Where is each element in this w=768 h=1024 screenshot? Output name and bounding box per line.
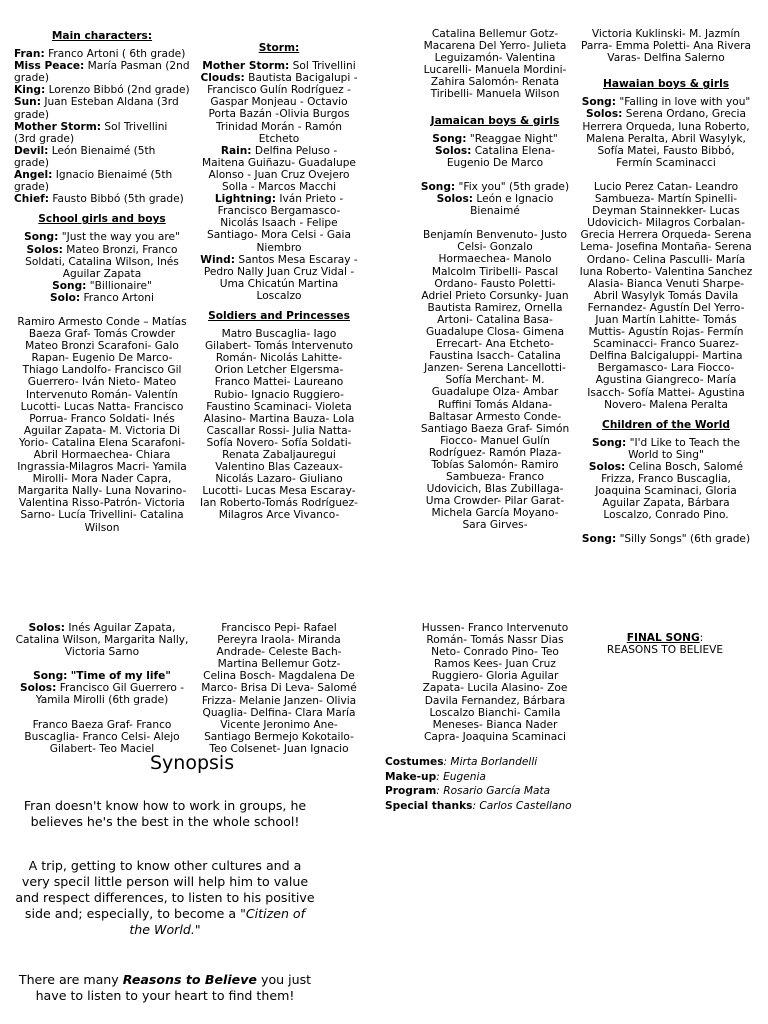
lower-left-cast: Franco Baeza Graf- Franco Buscaglia- Franco Celsi- Alejo Gilabert- Teo Maciel (24, 718, 180, 755)
storm-heading: Storm: (258, 42, 300, 54)
school-solo-2: Solo: Franco Artoni (50, 291, 154, 304)
column-3 (420, 28, 570, 532)
main-character-row: King: Lorenzo Bibbó (2nd grade) (14, 84, 190, 97)
main-character-row: Chief: Fausto Bibbó (5th grade) (14, 193, 184, 206)
storm-row: Wind: Santos Mesa Escaray - Pedro Nally Juan Cruz Vidal - Uma Chicatún Martina Loscalzo (200, 253, 358, 302)
column-1 (14, 28, 190, 534)
children-heading: Children of the World (602, 418, 730, 431)
storm-row: Clouds: Bautista Bacigalupi -Francisco Gulín Rodríguez - Gaspar Monjeau - Octavio Porta Bazán -Olivia Burgos Trinidad Morán - Ramón Etcheto (200, 72, 358, 145)
lower-mid-block (200, 622, 358, 755)
jamaican-song-1: Song: "Reaggae Night" (432, 132, 558, 145)
lower-mid-cast: Francisco Pepi- Rafael Pereyra Iraola- Miranda Andrade- Celeste Bach- Martina Bellemur Gotz- Celina Bosch- Magdalena De Marco- Brisa Di Leva- Salomé Frizza- Melanie Janzen- Olivia Quaglia- Delfina- Clara María Vicente Jeronimo Ane- Santiago Bermejo Kokotailo- Teo Colsenet- Juan Ignacio (201, 622, 357, 755)
main-character-row: Miss Peace: María Pasman (2nd grade) (14, 60, 190, 85)
school-song-2: Song: "Billionaire" (52, 279, 152, 292)
school-heading: School girls and boys (38, 213, 166, 226)
hawaiian-song: Song: "Falling in love with you" (581, 96, 751, 109)
credit-row: Special thanks: Carlos Castellano (385, 799, 572, 812)
column-3-names: Catalina Bellemur Gotz- Macarena Del Yerro- Julieta Leguizamón- Valentina Lucarelli- Manuela Mordini- Zahira Salomón- Renata Tiribelli- Manuela Wilson (423, 28, 567, 101)
lower-col3-cast: Hussen- Franco Intervenuto Román- Tomás Nassr Dias Neto- Conrado Pino- Teo Ramos Kees- Juan Cruz Ruggiero- Gloria Aguilar Zapata- Lucila Alasino- Zoe Davila Fernandez, Bárbara Loscalzo Bianchi- Camila Meneses- Bianca Nader Capra- Joaquina Scaminaci (421, 622, 569, 743)
jamaican-solos-1: Solos: Catalina Elena- Eugenio De Marco (435, 144, 555, 169)
main-character-row: Angel: Ignacio Bienaimé (5th grade) (14, 169, 173, 194)
column-4-names: Victoria Kuklinski- M. Jazmín Parra- Emma Poletti- Ana Rivera Varas- Delfina Salerno (581, 28, 751, 65)
school-cast: Ramiro Armesto Conde – Matías Baeza Graf- Tomás Crowder Mateo Bronzi Scarafoni- Galo Rapan- Eugenio De Marco- Thiago Landolfo- Francisco Gil Guerrero- Iván Nieto- Mateo Intervenuto Román- Valentín Lucotti- Lucas Natta- Francisco Porrua- Franco Soldati- Inés Aguilar Zapata- M. Victoria Di Yorio- Catalina Elena Scarafoni- Abril Hormaechea- Chiara Ingrassia-Milagros Macri- Yamila Mirolli- Mora Nader Capra, Margarita Nally- Luna Novarino- Valentina Risso-Patrón- Victoria Sarno- Lucía Trivellini- Catalina Wilson (17, 315, 187, 534)
lower-solos-1: Solos: Inés Aguilar Zapata, Catalina Wilson, Margarita Nally, Victoria Sarno (15, 622, 189, 659)
final-song: FINAL SONG: REASONS TO BELIEVE (565, 632, 765, 656)
lower-col3-block (420, 622, 570, 743)
jamaican-song-2: Song: "Fix you" (5th grade) (420, 180, 570, 193)
jamaican-cast: Benjamín Benvenuto- Justo Celsi- Gonzalo Hormaechea- Manolo Malcolm Tiribelli- Pascal Ordano- Fausto Poletti- Adriel Prieto Corsunky- Juan Bautista Ramirez, Ornella Artoni- Catalina Basa- Guadalupe Closa- Gimena Errecart- Ana Etcheto- Faustina Isacch- Catalina Janzen- Serena Lancellotti- Sofía Merchant- M. Guadalupe Olza- Ambar Ruffini Tomás Aldana- Baltasar Armesto Conde- Santiago Baeza Graf- Simón Fiocco- Manuel Gulín Rodríguez- Ramón Plaza- Tobías Salomón- Ramiro Sambueza- Franco Udovicich, Blas Zubillaga- Uma Crowder- Pilar Garat- Michela García Moyano- Sara Girves- (420, 229, 570, 532)
final-song-title: REASONS TO BELIEVE (606, 644, 724, 656)
lower-left-block (14, 622, 190, 755)
storm-row: Lightning: Iván Prieto - Francisco Bergamasco- Nicolás Isaach - Felipe Santiago- Mora Celsi - Gaia Niembro (207, 193, 351, 254)
credit-row: Program: Rosario García Mata (385, 785, 551, 797)
children-song-2: Song: "Silly Songs" (6th grade) (581, 533, 751, 546)
hawaiian-heading: Hawaian boys & girls (602, 78, 730, 91)
column-4 (578, 28, 754, 546)
credit-row: Make-up: Eugenia (385, 770, 486, 783)
lower-solos-2: Solos: Francisco Gil Guerrero - Yamila Mirolli (6th grade) (19, 682, 185, 707)
storm-list (200, 60, 358, 302)
soldiers-heading: Soldiers and Princesses (208, 309, 350, 322)
children-song-1: Song: "I'd Like to Teach the World to Sing" (591, 436, 741, 461)
credit-row: Costumes: Mirta Borlandelli (385, 756, 538, 768)
storm-row: Rain: Delfina Peluso - Maitena Guiñazu- Guadalupe Alonso - Juan Cruz Ovejero Solla - Marcos Macchi (202, 144, 356, 194)
synopsis-paragraph-3: There are many Reasons to Believe you just have to listen to your heart to find them! (18, 972, 312, 1003)
storm-row: Mother Storm: Sol Trivellini (202, 60, 356, 73)
final-song-label: FINAL SONG (626, 632, 700, 644)
main-character-row: Fran: Franco Artoni ( 6th grade) (14, 48, 186, 61)
main-characters-heading: Main characters: (51, 30, 153, 42)
synopsis-paragraph-2: A trip, getting to know other cultures and a very specil little person will help him to value and respect differences, to listen to his positive side and; especially, to become a "Citizen of the World." (15, 858, 315, 937)
synopsis-title: Synopsis (150, 752, 235, 774)
main-character-row: Sun: Juan Esteban Aldana (3rd grade) (14, 96, 179, 121)
credits-list (385, 755, 572, 813)
lower-song: Song: "Time of my life" (33, 670, 171, 683)
school-solos-1: Solos: Mateo Bronzi, Franco Soldati, Catalina Wilson, Inés Aguilar Zapata (25, 243, 179, 280)
synopsis-paragraph-1: Fran doesn't know how to work in groups, he believes he's the best in the whole school! (23, 798, 307, 829)
main-character-row: Mother Storm: Sol Trivellini (3rd grade) (14, 120, 168, 145)
main-characters-list (14, 48, 190, 205)
children-solos: Solos: Celina Bosch, Salomé Frizza, Franco Buscaglia, Joaquina Scaminaci, Gloria Aguilar Zapata, Bárbara Loscalzo, Conrado Pino. (588, 461, 744, 522)
hawaiian-solos: Solos: Serena Ordano, Grecia Herrera Orqueda, Iuna Roberto, Malena Peralta, Abril Wasylyk, Sofía Matei, Fausto Bibbó, Fermín Scaminacci (582, 108, 750, 169)
column-2 (200, 40, 358, 522)
jamaican-solos-2: Solos: León e Ignacio Bienaimé (436, 193, 554, 218)
main-character-row: Devil: León Bienaimé (5th grade) (14, 144, 156, 169)
school-song-1: Song: "Just the way you are" (24, 231, 180, 244)
jamaican-heading: Jamaican boys & girls (430, 114, 560, 127)
soldiers-cast: Matro Buscaglia- Iago Gilabert- Tomás Intervenuto Román- Nicolás Lahitte- Orion Letcher Elgersma- Franco Mattei- Laureano Rubio- Ignacio Ruggiero- Faustino Scaminaci- Violeta Alasino- Martina Bauza- Lola Cascallar Rossi- Julia Natta- Sofía Novero- Sofía Soldati- Renata Zabaljauregui Valentino Blas Cazeaux- Nicolás Lazaro- Giuliano Lucotti- Lucas Mesa Escaray- Ian Roberto-Tomás Rodríguez- Milagros Arce Vivanco- (200, 328, 358, 522)
hawaiian-cast: Lucio Perez Catan- Leandro Sambueza- Martín Spinelli- Deyman Stainnekker- Lucas Udovicich- Milagros Corbalan- Grecia Herrera Orqueda- Serena Lema- Josefina Montaña- Serena Ordano- Celina Pasculli- María Iuna Roberto- Valentina Sanchez Alasia- Bianca Venuti Sharpe- Abril Wasylyk Tomás Davila Fernandez- Agustín Del Yerro- Juan Martín Lahitte- Tomás Muttis- Agustín Rojas- Fermín Scaminacci- Franco Suarez- Delfina Balcigaluppi- Martina Bergamasco- Lara Fiocco- Agustina Giangreco- María Isacch- Sofía Mattei- Agustina Novero- Malena Peralta (579, 180, 753, 411)
